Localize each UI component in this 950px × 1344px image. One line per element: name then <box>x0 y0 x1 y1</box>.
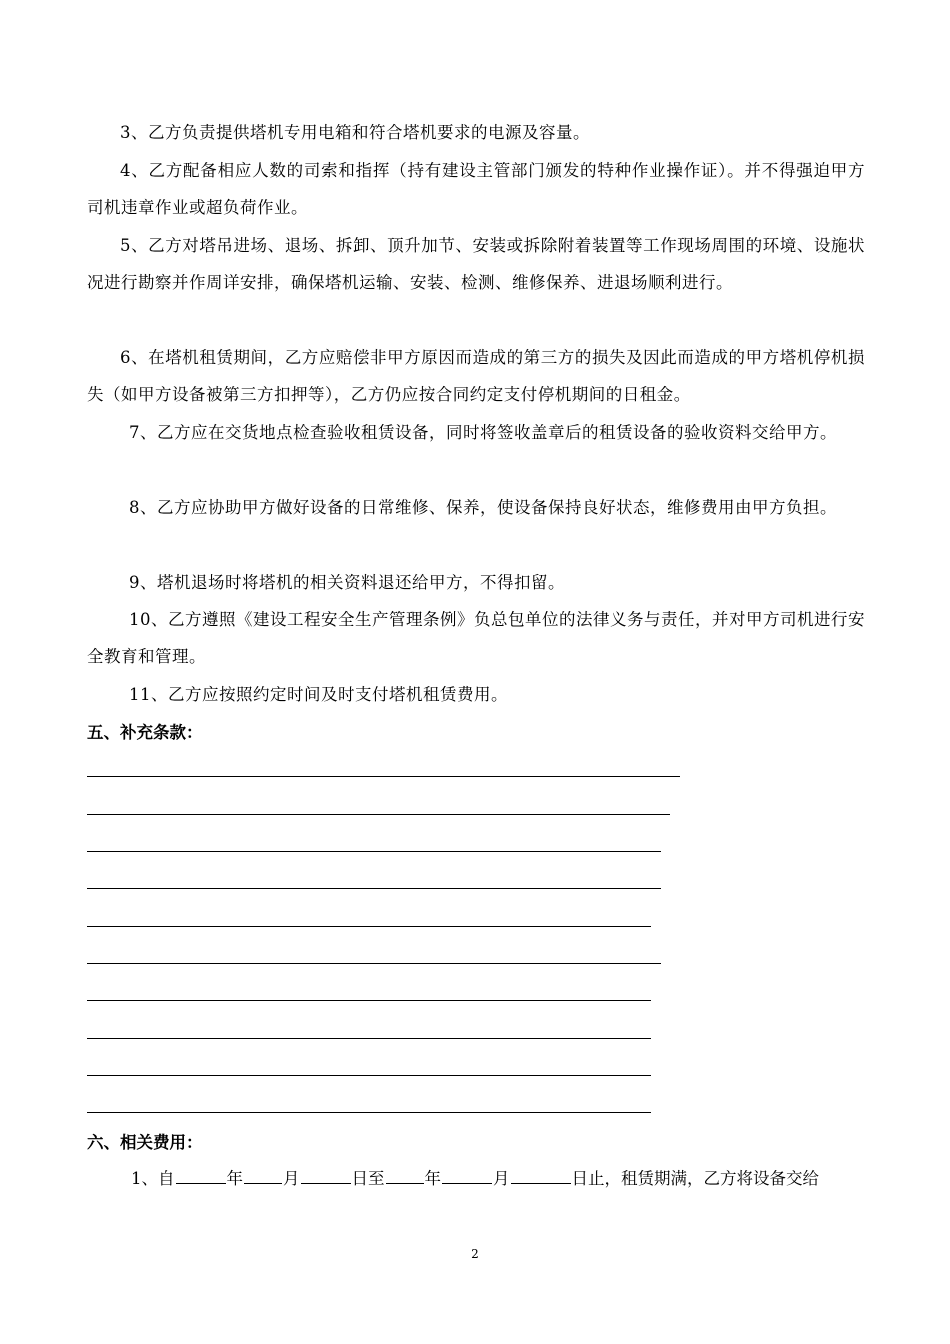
blank-line[interactable] <box>87 926 651 927</box>
start-year-blank[interactable] <box>176 1165 226 1184</box>
blank-line[interactable] <box>87 814 670 815</box>
blank-line[interactable] <box>87 1000 651 1001</box>
clause-6: 6、在塔机租赁期间，乙方应赔偿非甲方原因而造成的第三方的损失及因此而造成的甲方塔机停机损失（如甲方设备被第三方扣押等），乙方仍应按合同约定支付停机期间的日租金。 <box>87 348 865 404</box>
clause-9: 9、塔机退场时将塔机的相关资料退还给甲方，不得扣留。 <box>129 573 565 592</box>
blank-line[interactable] <box>87 776 680 777</box>
clause-8: 8、乙方应协助甲方做好设备的日常维修、保养，使设备保持良好状态，维修费用由甲方负担。 <box>129 498 837 517</box>
clause-10: 10、乙方遵照《建设工程安全生产管理条例》负总包单位的法律义务与责任，并对甲方司机进行安全教育和管理。 <box>87 610 865 666</box>
end-day-blank[interactable] <box>511 1165 571 1184</box>
section-6-heading: 六、相关费用： <box>87 1133 203 1152</box>
blank-line[interactable] <box>87 1075 651 1076</box>
fee-prefix: 1、自 <box>131 1169 175 1188</box>
clause-11: 11、乙方应按照约定时间及时支付塔机租赁费用。 <box>129 685 508 704</box>
start-month-blank[interactable] <box>244 1165 282 1184</box>
blank-line[interactable] <box>87 1038 651 1039</box>
blank-line[interactable] <box>87 1112 651 1113</box>
clause-5: 5、乙方对塔吊进场、退场、拆卸、顶升加节、安装或拆除附着装置等工作现场周围的环境、设施状况进行勘察并作周详安排，确保塔机运输、安装、检测、维修保养、进退场顺利进行。 <box>87 236 865 292</box>
label-year: 年 <box>424 1169 441 1188</box>
label-day-to: 日至 <box>351 1169 385 1188</box>
page-number: 2 <box>471 1247 479 1261</box>
label-month: 月 <box>283 1169 300 1188</box>
clause-7: 7、乙方应在交货地点检查验收租赁设备，同时将签收盖章后的租赁设备的验收资料交给甲方。 <box>129 423 837 442</box>
clause-4: 4、乙方配备相应人数的司索和指挥（持有建设主管部门颁发的特种作业操作证）。并不得强迫甲方司机违章作业或超负荷作业。 <box>87 161 865 217</box>
blank-line[interactable] <box>87 851 661 852</box>
end-month-blank[interactable] <box>442 1165 492 1184</box>
start-day-blank[interactable] <box>301 1165 351 1184</box>
label-month: 月 <box>493 1169 510 1188</box>
blank-line[interactable] <box>87 963 661 964</box>
end-year-blank[interactable] <box>386 1165 424 1184</box>
clause-3: 3、乙方负责提供塔机专用电箱和符合塔机要求的电源及容量。 <box>120 123 590 142</box>
fee-suffix: 日止，租赁期满，乙方将设备交给 <box>571 1169 819 1188</box>
section-5-heading: 五、补充条款： <box>87 723 203 742</box>
label-year: 年 <box>226 1169 243 1188</box>
rental-period-line <box>131 1164 931 1194</box>
blank-line[interactable] <box>87 888 661 889</box>
